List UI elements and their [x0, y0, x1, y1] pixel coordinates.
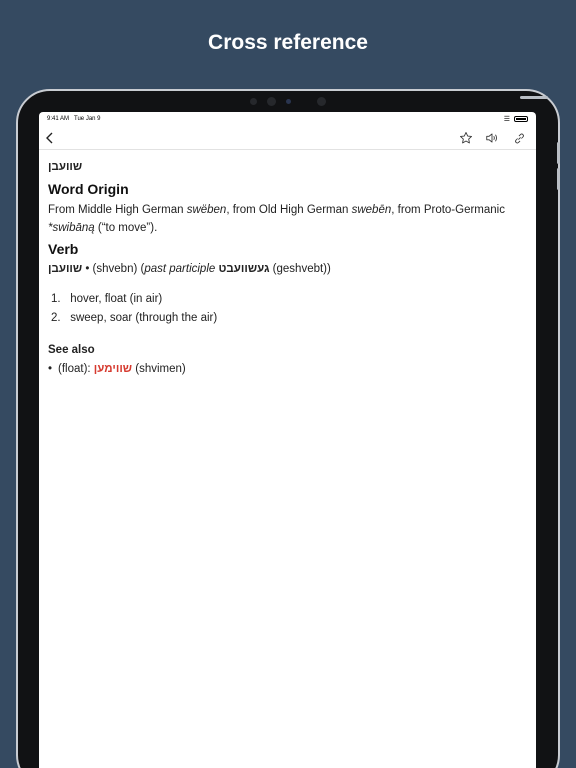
- nav-bar: [39, 126, 536, 150]
- volume-up-button: [557, 142, 560, 164]
- camera-lens: [286, 99, 291, 104]
- word-origin-heading: Word Origin: [48, 181, 129, 197]
- wifi-icon: ☰: [503, 116, 510, 123]
- list-item: • (float): שווימען (shvimen): [48, 360, 186, 378]
- headline: Cross reference: [208, 31, 368, 54]
- sensor: [317, 97, 326, 106]
- cross-reference-link[interactable]: שווימען: [93, 363, 133, 375]
- status-bar: [39, 112, 536, 126]
- audio-button[interactable]: [483, 129, 501, 147]
- star-icon: [459, 131, 473, 145]
- top-button: [520, 96, 548, 99]
- share-button[interactable]: [510, 129, 528, 147]
- status-icons: [504, 115, 528, 123]
- see-also-heading: See also: [48, 344, 95, 356]
- volume-down-button: [557, 168, 560, 190]
- battery-icon: [514, 116, 528, 122]
- sensor: [267, 97, 276, 106]
- status-time: 9:41 AM Tue Jan 9: [47, 116, 101, 122]
- see-also-list: [48, 360, 186, 378]
- bullet-icon: •: [48, 363, 53, 375]
- link-icon: [513, 132, 526, 145]
- list-item: 2. sweep, soar (through the air): [51, 311, 218, 324]
- sense-list: [48, 290, 217, 327]
- speaker-icon: [485, 131, 499, 145]
- verb-forms: שוועבן • (shvebn) (past participle געשוועבט (geshvebt)): [48, 263, 331, 275]
- favorite-button[interactable]: [457, 129, 475, 147]
- chevron-left-icon: [45, 132, 55, 144]
- list-item: 1. hover, float (in air): [51, 293, 163, 305]
- word-origin-text: From Middle High German swëben, from Old High German swebēn, from Proto-Germanic *swibāną (“to move”).: [48, 204, 505, 234]
- headword: שוועבן: [48, 161, 83, 173]
- sensor: [250, 98, 257, 105]
- part-of-speech-heading: Verb: [48, 241, 79, 257]
- app-screen: [39, 112, 536, 768]
- back-button[interactable]: [41, 129, 59, 147]
